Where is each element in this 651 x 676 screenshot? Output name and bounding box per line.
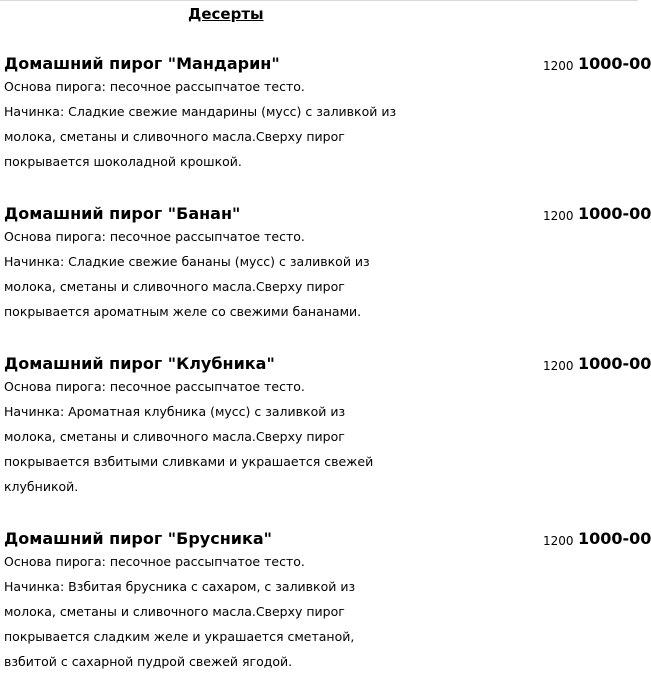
description-line: Основа пирога: песочное рассыпчатое тесто.	[4, 79, 305, 94]
item-description	[4, 74, 396, 174]
description-line: покрывается взбитыми сливками и украшается свежей	[4, 454, 374, 469]
description-line: Начинка: Сладкие свежие бананы (мусс) с заливкой из	[4, 254, 370, 269]
item-name: Домашний пирог "Мандарин"	[4, 54, 280, 73]
description-line: Основа пирога: песочное рассыпчатое тесто.	[4, 554, 305, 569]
description-line: Основа пирога: песочное рассыпчатое тесто.	[4, 229, 305, 244]
description-line: молока, сметаны и сливочного масла.Сверху пирог	[4, 604, 345, 619]
top-border	[0, 0, 638, 1]
item-description	[4, 224, 370, 324]
item-weight: 1200	[543, 209, 574, 223]
item-weight: 1200	[543, 534, 574, 548]
description-line: Основа пирога: песочное рассыпчатое тесто.	[4, 379, 305, 394]
item-price: 1000-00	[578, 529, 651, 548]
description-line: покрывается ароматным желе со свежими бананами.	[4, 304, 362, 319]
description-line: молока, сметаны и сливочного масла.Сверху пирог	[4, 429, 345, 444]
item-price: 1000-00	[578, 204, 651, 223]
page-title: Десерты	[188, 5, 264, 23]
item-price: 1000-00	[578, 354, 651, 373]
description-line: взбитой с сахарной пудрой свежей ягодой.	[4, 654, 293, 669]
description-line: Начинка: Ароматная клубника (мусс) с заливкой из	[4, 404, 346, 419]
description-line: молока, сметаны и сливочного масла.Сверху пирог	[4, 129, 345, 144]
item-weight: 1200	[543, 359, 574, 373]
item-name: Домашний пирог "Банан"	[4, 204, 241, 223]
description-line: молока, сметаны и сливочного масла.Сверху пирог	[4, 279, 345, 294]
item-price: 1000-00	[578, 54, 651, 73]
item-name: Домашний пирог "Брусника"	[4, 529, 272, 548]
item-description	[4, 374, 373, 499]
description-line: Начинка: Взбитая брусника с сахаром, с заливкой из	[4, 579, 356, 594]
description-line: покрывается шоколадной крошкой.	[4, 154, 242, 169]
item-name: Домашний пирог "Клубника"	[4, 354, 275, 373]
item-weight: 1200	[543, 59, 574, 73]
description-line: покрывается сладким желе и украшается сметаной,	[4, 629, 355, 644]
item-description	[4, 549, 355, 674]
description-line: клубникой.	[4, 479, 79, 494]
description-line: Начинка: Сладкие свежие мандарины (мусс) с заливкой из	[4, 104, 397, 119]
